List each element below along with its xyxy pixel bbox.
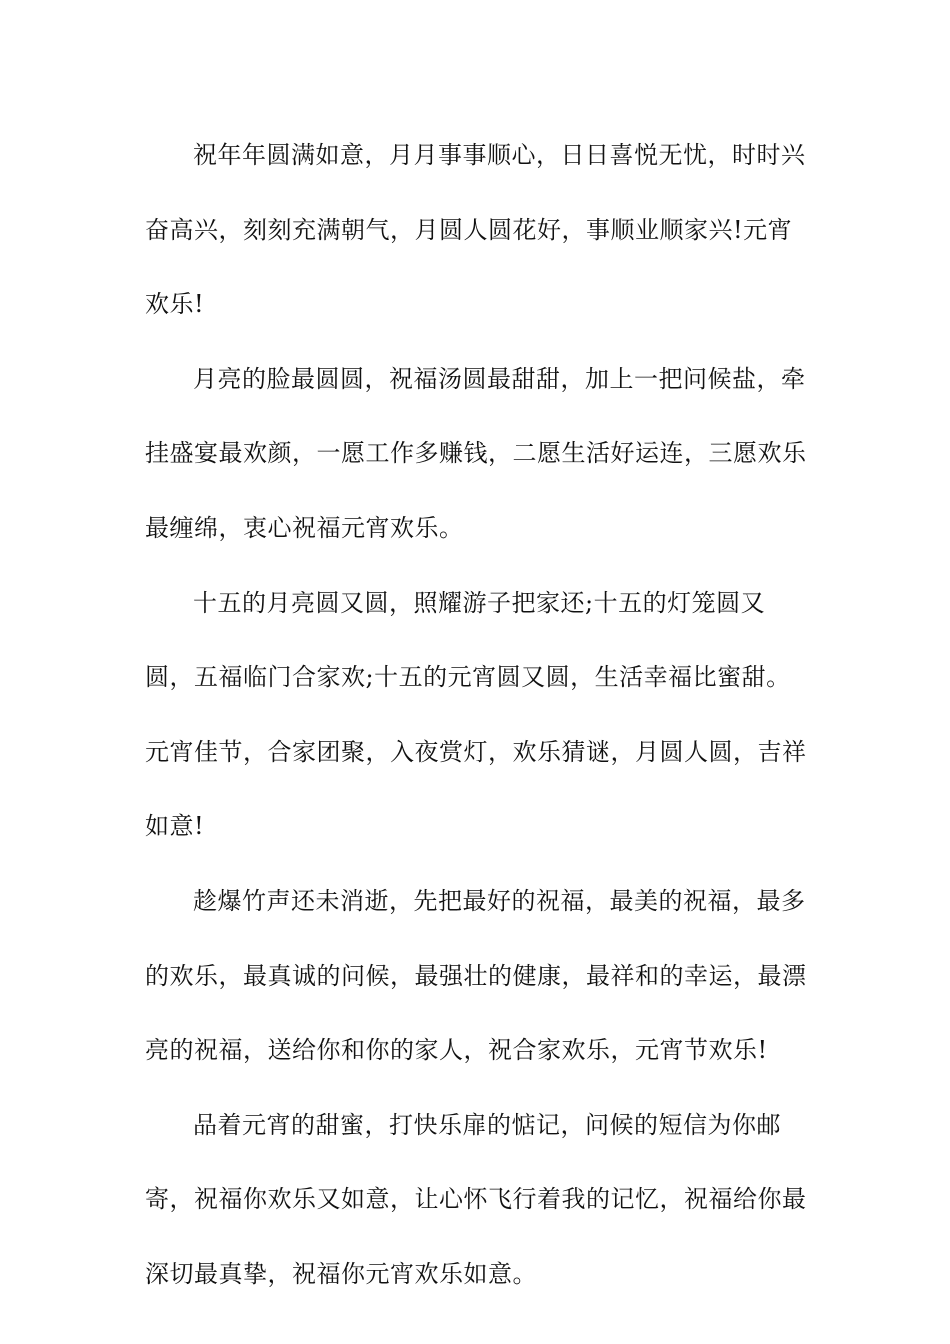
paragraph-3: 十五的月亮圆又圆，照耀游子把家还;十五的灯笼圆又圆，五福临门合家欢;十五的元宵圆又圆，生活幸福比蜜甜。元宵佳节，合家团聚，入夜赏灯，欢乐猜谜，月圆人圆，吉祥如意! xyxy=(145,588,807,841)
paragraph-4: 趁爆竹声还未消逝，先把最好的祝福，最美的祝福，最多的欢乐，最真诚的问候，最强壮的健康，最祥和的幸运，最漂亮的祝福，送给你和你的家人，祝合家欢乐，元宵节欢乐! xyxy=(145,886,807,1065)
paragraph-5: 品着元宵的甜蜜，打快乐扉的惦记，问候的短信为你邮寄，祝福你欢乐又如意，让心怀飞行着我的记忆，祝福给你最深切最真挚，祝福你元宵欢乐如意。 xyxy=(145,1110,807,1288)
paragraph-2: 月亮的脸最圆圆，祝福汤圆最甜甜，加上一把问候盐，牵挂盛宴最欢颜，一愿工作多赚钱，二愿生活好运连，三愿欢乐最缠绵，衷心祝福元宵欢乐。 xyxy=(145,364,807,542)
paragraph-1: 祝年年圆满如意，月月事事顺心，日日喜悦无忧，时时兴奋高兴，刻刻充满朝气，月圆人圆花好，事顺业顺家兴!元宵欢乐! xyxy=(145,141,806,319)
document-body xyxy=(145,118,813,1312)
